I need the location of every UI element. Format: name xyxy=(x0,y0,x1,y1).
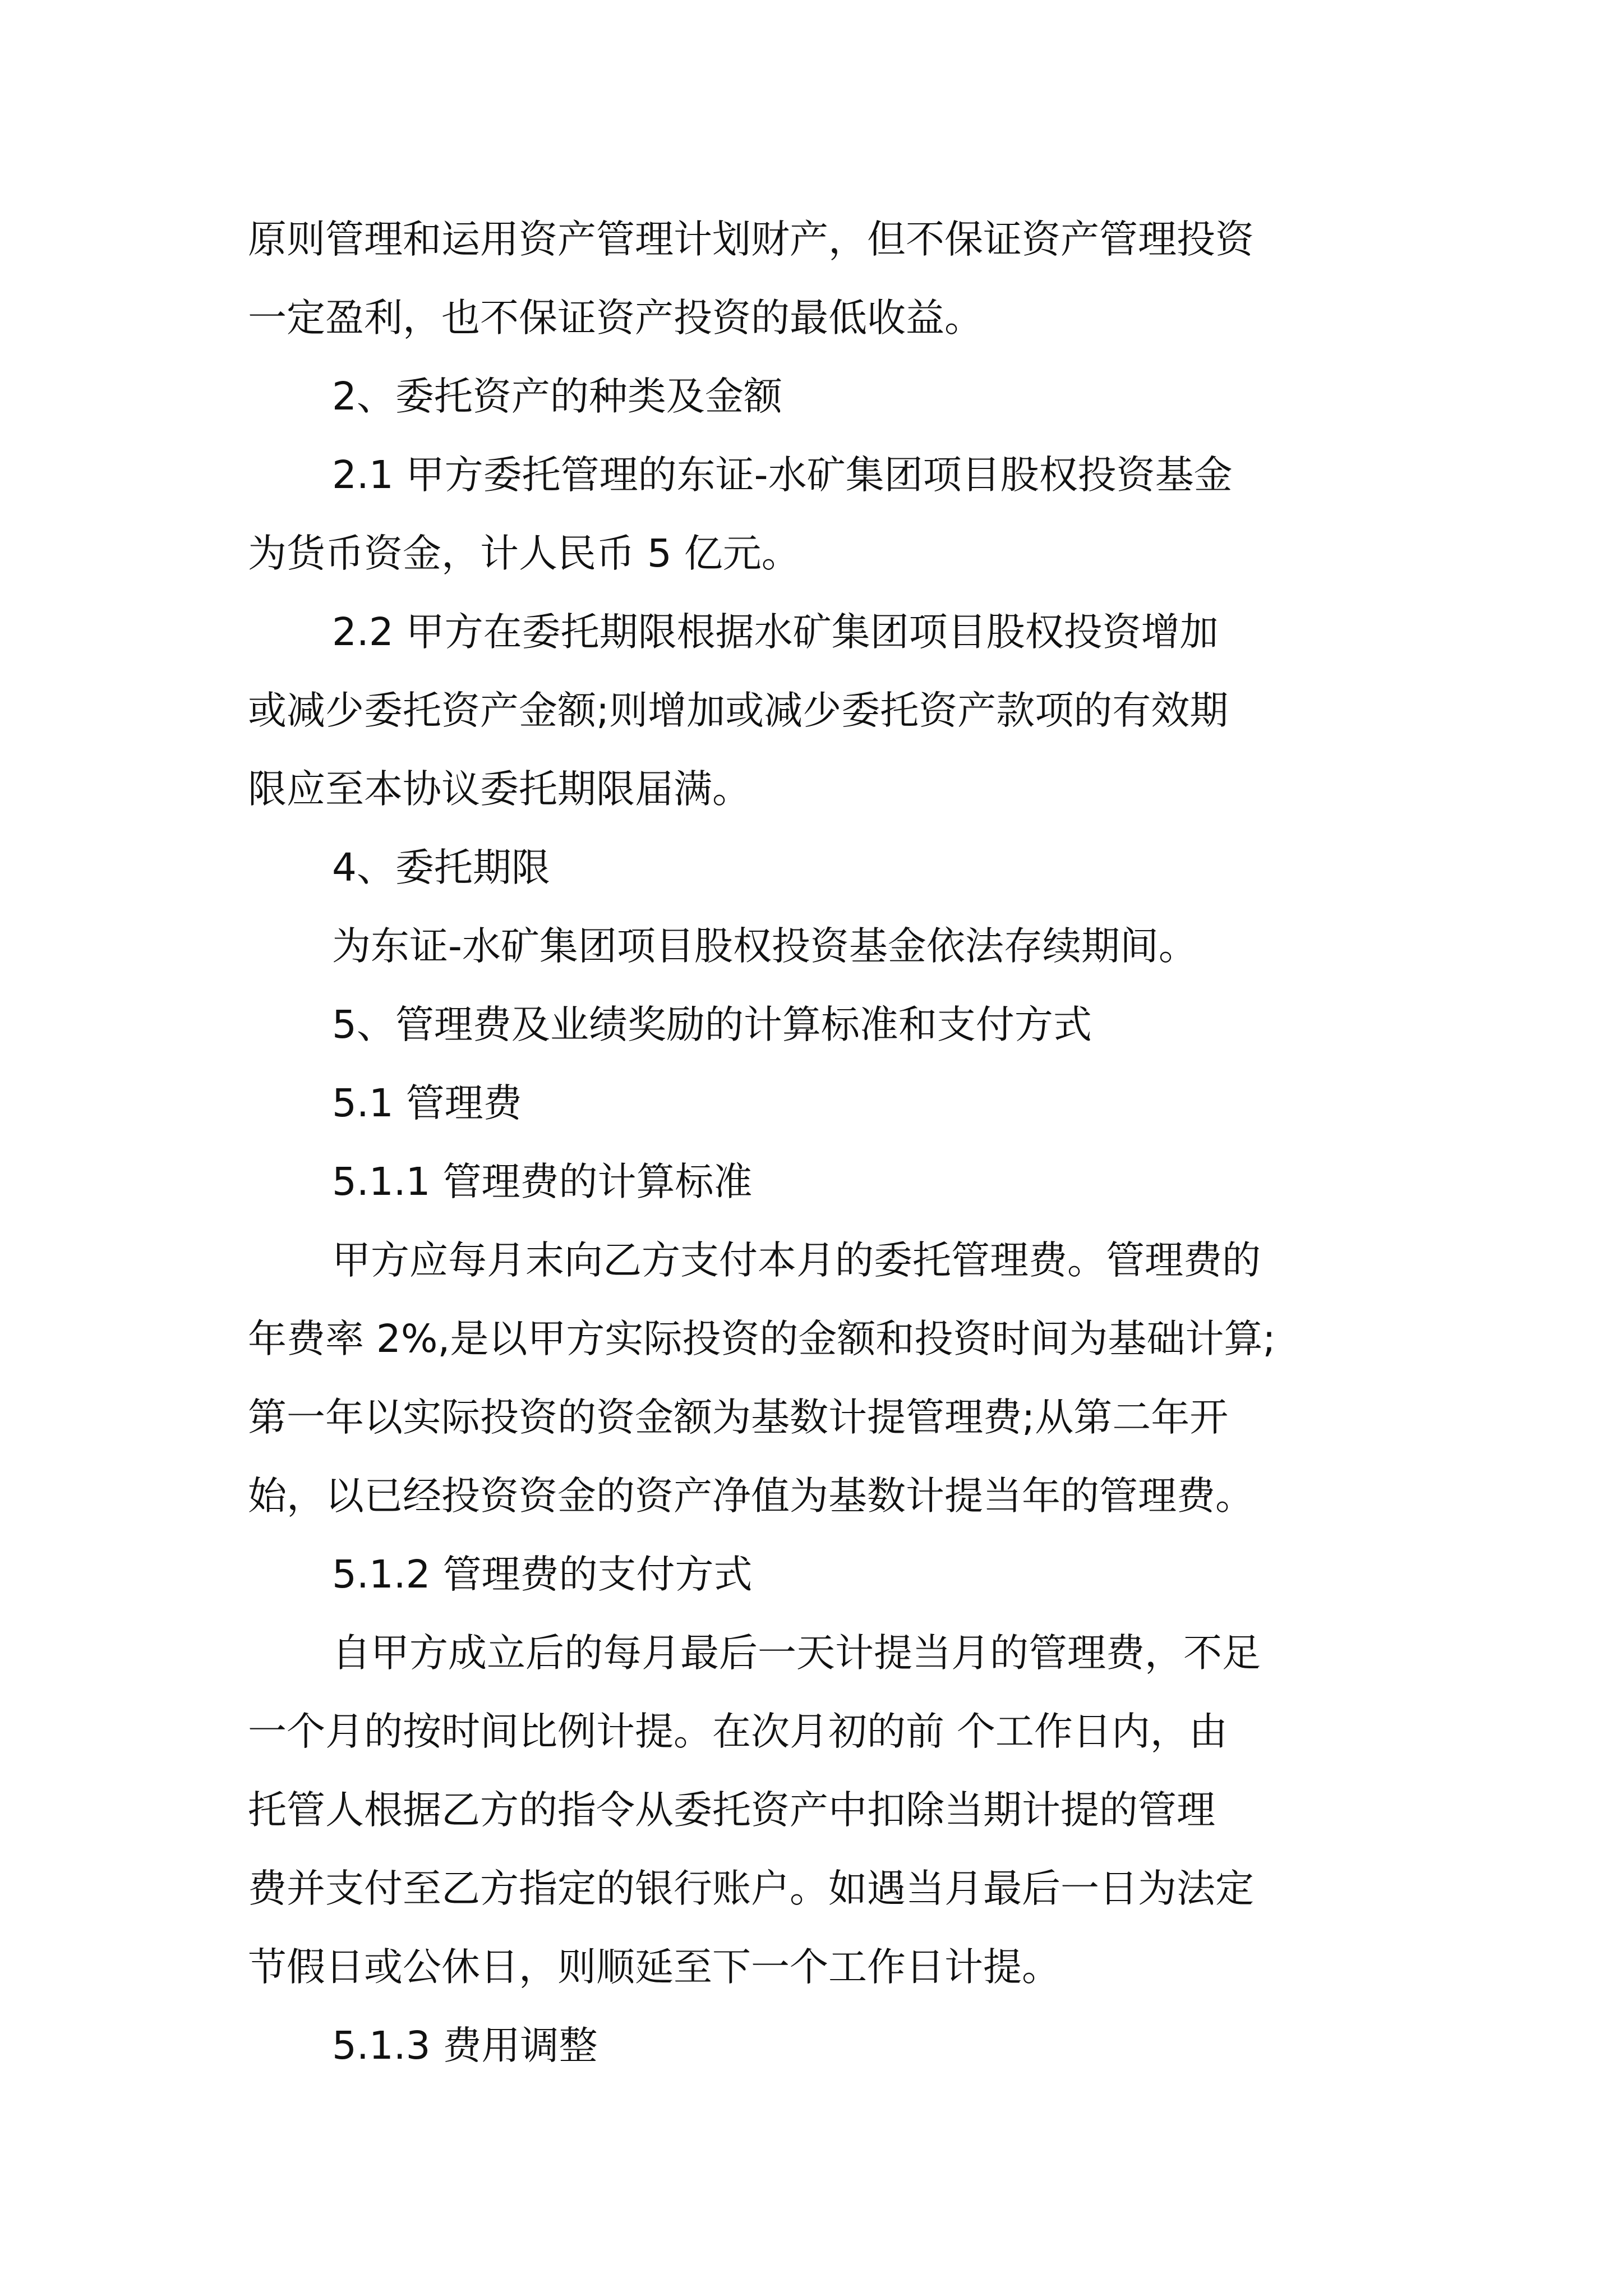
text-line: 原则管理和运用资产管理计划财产，但不保证资产管理投资 xyxy=(248,217,1254,262)
text-line: 一定盈利，也不保证资产投资的最低收益。 xyxy=(248,296,983,341)
text-line: 甲方应每月末向乙方支付本月的委托管理费。管理费的 xyxy=(332,1238,1261,1283)
text-line: 或减少委托资产金额;则增加或减少委托资产款项的有效期 xyxy=(248,688,1229,733)
subsection-heading: 5.1 管理费 xyxy=(332,1081,522,1126)
text-line: 费并支付至乙方指定的银行账户。如遇当月最后一日为法定 xyxy=(248,1866,1254,1911)
text-line: 2.1 甲方委托管理的东证-水矿集团项目股权投资基金 xyxy=(332,453,1233,498)
text-line: 节假日或公休日，则顺延至下一个工作日计提。 xyxy=(248,1945,1061,1990)
text-line: 托管人根据乙方的指令从委托资产中扣除当期计提的管理 xyxy=(248,1788,1215,1833)
text-line: 为货币资金，计人民币 5 亿元。 xyxy=(248,531,800,576)
text-line: 年费率 2%,是以甲方实际投资的金额和投资时间为基础计算; xyxy=(248,1317,1276,1361)
text-line: 2.2 甲方在委托期限根据水矿集团项目股权投资增加 xyxy=(332,610,1219,655)
text-line: 一个月的按时间比例计提。在次月初的前 个工作日内，由 xyxy=(248,1709,1228,1754)
text-line: 自甲方成立后的每月最后一天计提当月的管理费，不足 xyxy=(332,1631,1261,1676)
subsection-heading: 5.1.3 费用调整 xyxy=(332,2023,598,2068)
text-line: 限应至本协议委托期限届满。 xyxy=(248,767,751,812)
subsection-heading: 5.1.1 管理费的计算标准 xyxy=(332,1159,753,1204)
text-line: 为东证-水矿集团项目股权投资基金依法存续期间。 xyxy=(332,924,1197,969)
section-heading: 4、委托期限 xyxy=(332,845,550,890)
section-heading: 2、委托资产的种类及金额 xyxy=(332,374,782,419)
text-line: 始，以已经投资资金的资产净值为基数计提当年的管理费。 xyxy=(248,1474,1254,1519)
subsection-heading: 5.1.2 管理费的支付方式 xyxy=(332,1552,753,1597)
text-line: 第一年以实际投资的资金额为基数计提管理费;从第二年开 xyxy=(248,1395,1229,1440)
section-heading: 5、管理费及业绩奖励的计算标准和支付方式 xyxy=(332,1002,1092,1047)
